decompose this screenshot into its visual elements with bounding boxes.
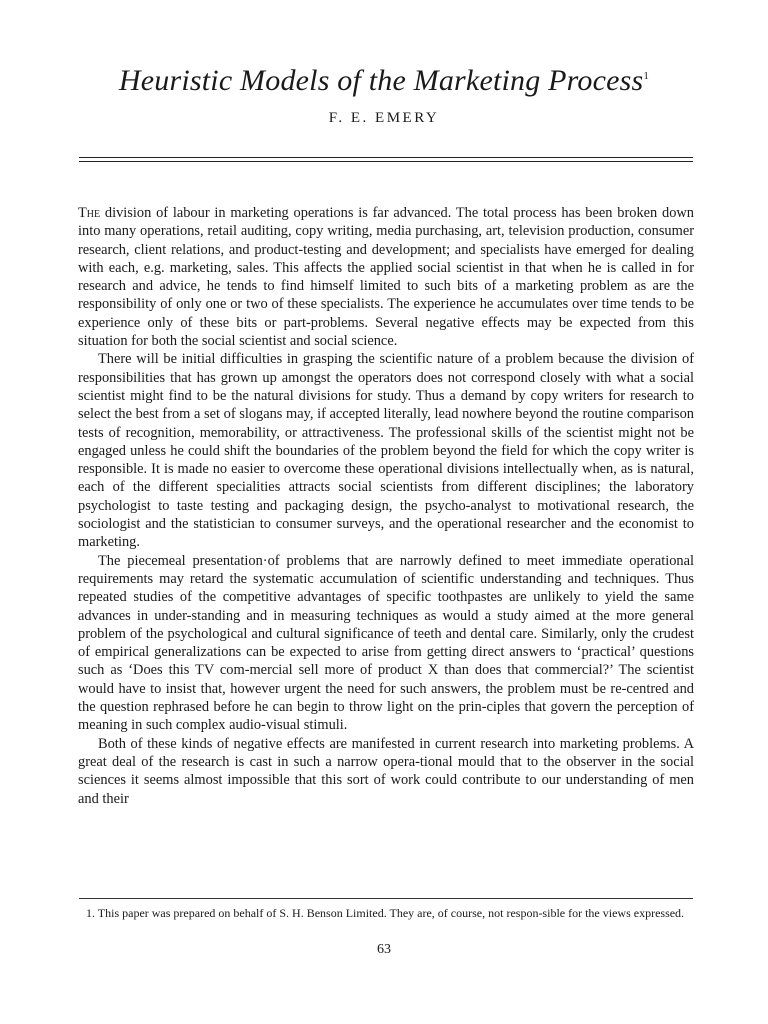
footnote-rule (79, 898, 693, 899)
paragraph-1: The division of labour in marketing operations is far advanced. The total process has been broken down into many operations, retail auditing, copy writing, media purchasing, art, television production, consumer research, client relations, and product-testing and development; and specialists have emerged for dealing with each, e.g. marketing, sales. This affects the applied social scientist in that when he is called in for research and advice, he tends to find himself limited to such bits of a marketing problem as are the responsibility of only one or two of these specialists. The experience he accumulates over time tends to be experience only of these bits or part-problems. Several negative effects may be expected from this situation for both the social scientist and social science. (78, 205, 694, 350)
header-rule-top (79, 157, 693, 158)
paragraph-2: There will be initial difficulties in grasping the scientific nature of a problem because the division of responsibilities that has grown up amongst the operators does not correspond closely with what a social scientist might find to be the natural divisions for study. Thus a demand by copy writers for research to select the best from a set of slogans may, if accepted literally, lead nowhere beyond the routine comparison tests of recognition, memorability, or attractiveness. The professional skills of the scientist might not be engaged unless he could shift the boundaries of the problem beyond the field for which the copy writer is responsible. It is made no easier to overcome these operational divisions intellectually when, as is natural, each of the different specialities attracts social scientists from different disciplines; the laboratory psychologist to taste testing and packaging design, the psycho-analyst to motivational research, the sociologist and the statistician to consumer surveys, and the operational researcher and the economist to marketing. (78, 351, 694, 551)
title-footnote-marker: 1 (643, 70, 650, 82)
author-name: F. E. EMERY (328, 110, 440, 126)
header-rule-bottom (79, 161, 693, 162)
page-number: 63 (377, 942, 391, 957)
paragraph-3: The piecemeal presentation·of problems that are narrowly defined to meet immediate operational requirements may retard the systematic accumulation of scientific understanding and techniques. Thus repeated studies of the competitive advantages of specific toothpastes are unlikely to yield the same advances in under-standing and in measuring techniques as would a study aimed at the more general problem of the psychological and cultural significance of teeth and dental care. Similarly, only the crudest of empirical generalizations can be expected to arise from getting direct answers to ‘practical’ questions such as ‘Does this TV com-mercial sell more of product X than does that commercial?’ The scientist would have to insist that, however urgent the need for such answers, the problem must be re-centred and the question rephrased before he can begin to throw light on the prin-ciples that govern the perception of meaning in such complex audio-visual stimuli. (78, 552, 694, 734)
opening-word: The (78, 205, 101, 221)
article-title: Heuristic Models of the Marketing Process$^1$ (118, 64, 650, 97)
paragraph-4: Both of these kinds of negative effects are manifested in current research into marketing problems. A great deal of the research is cast in such a narrow opera-tional mould that to the observer in the social sciences it seems almost impossible that this sort of work could contribute to our understanding of men and their (78, 735, 694, 807)
article-body (78, 204, 694, 808)
footnote: 1. This paper was prepared on behalf of S. H. Benson Limited. They are, of course, not respon-sible for the views expressed. (86, 906, 685, 920)
